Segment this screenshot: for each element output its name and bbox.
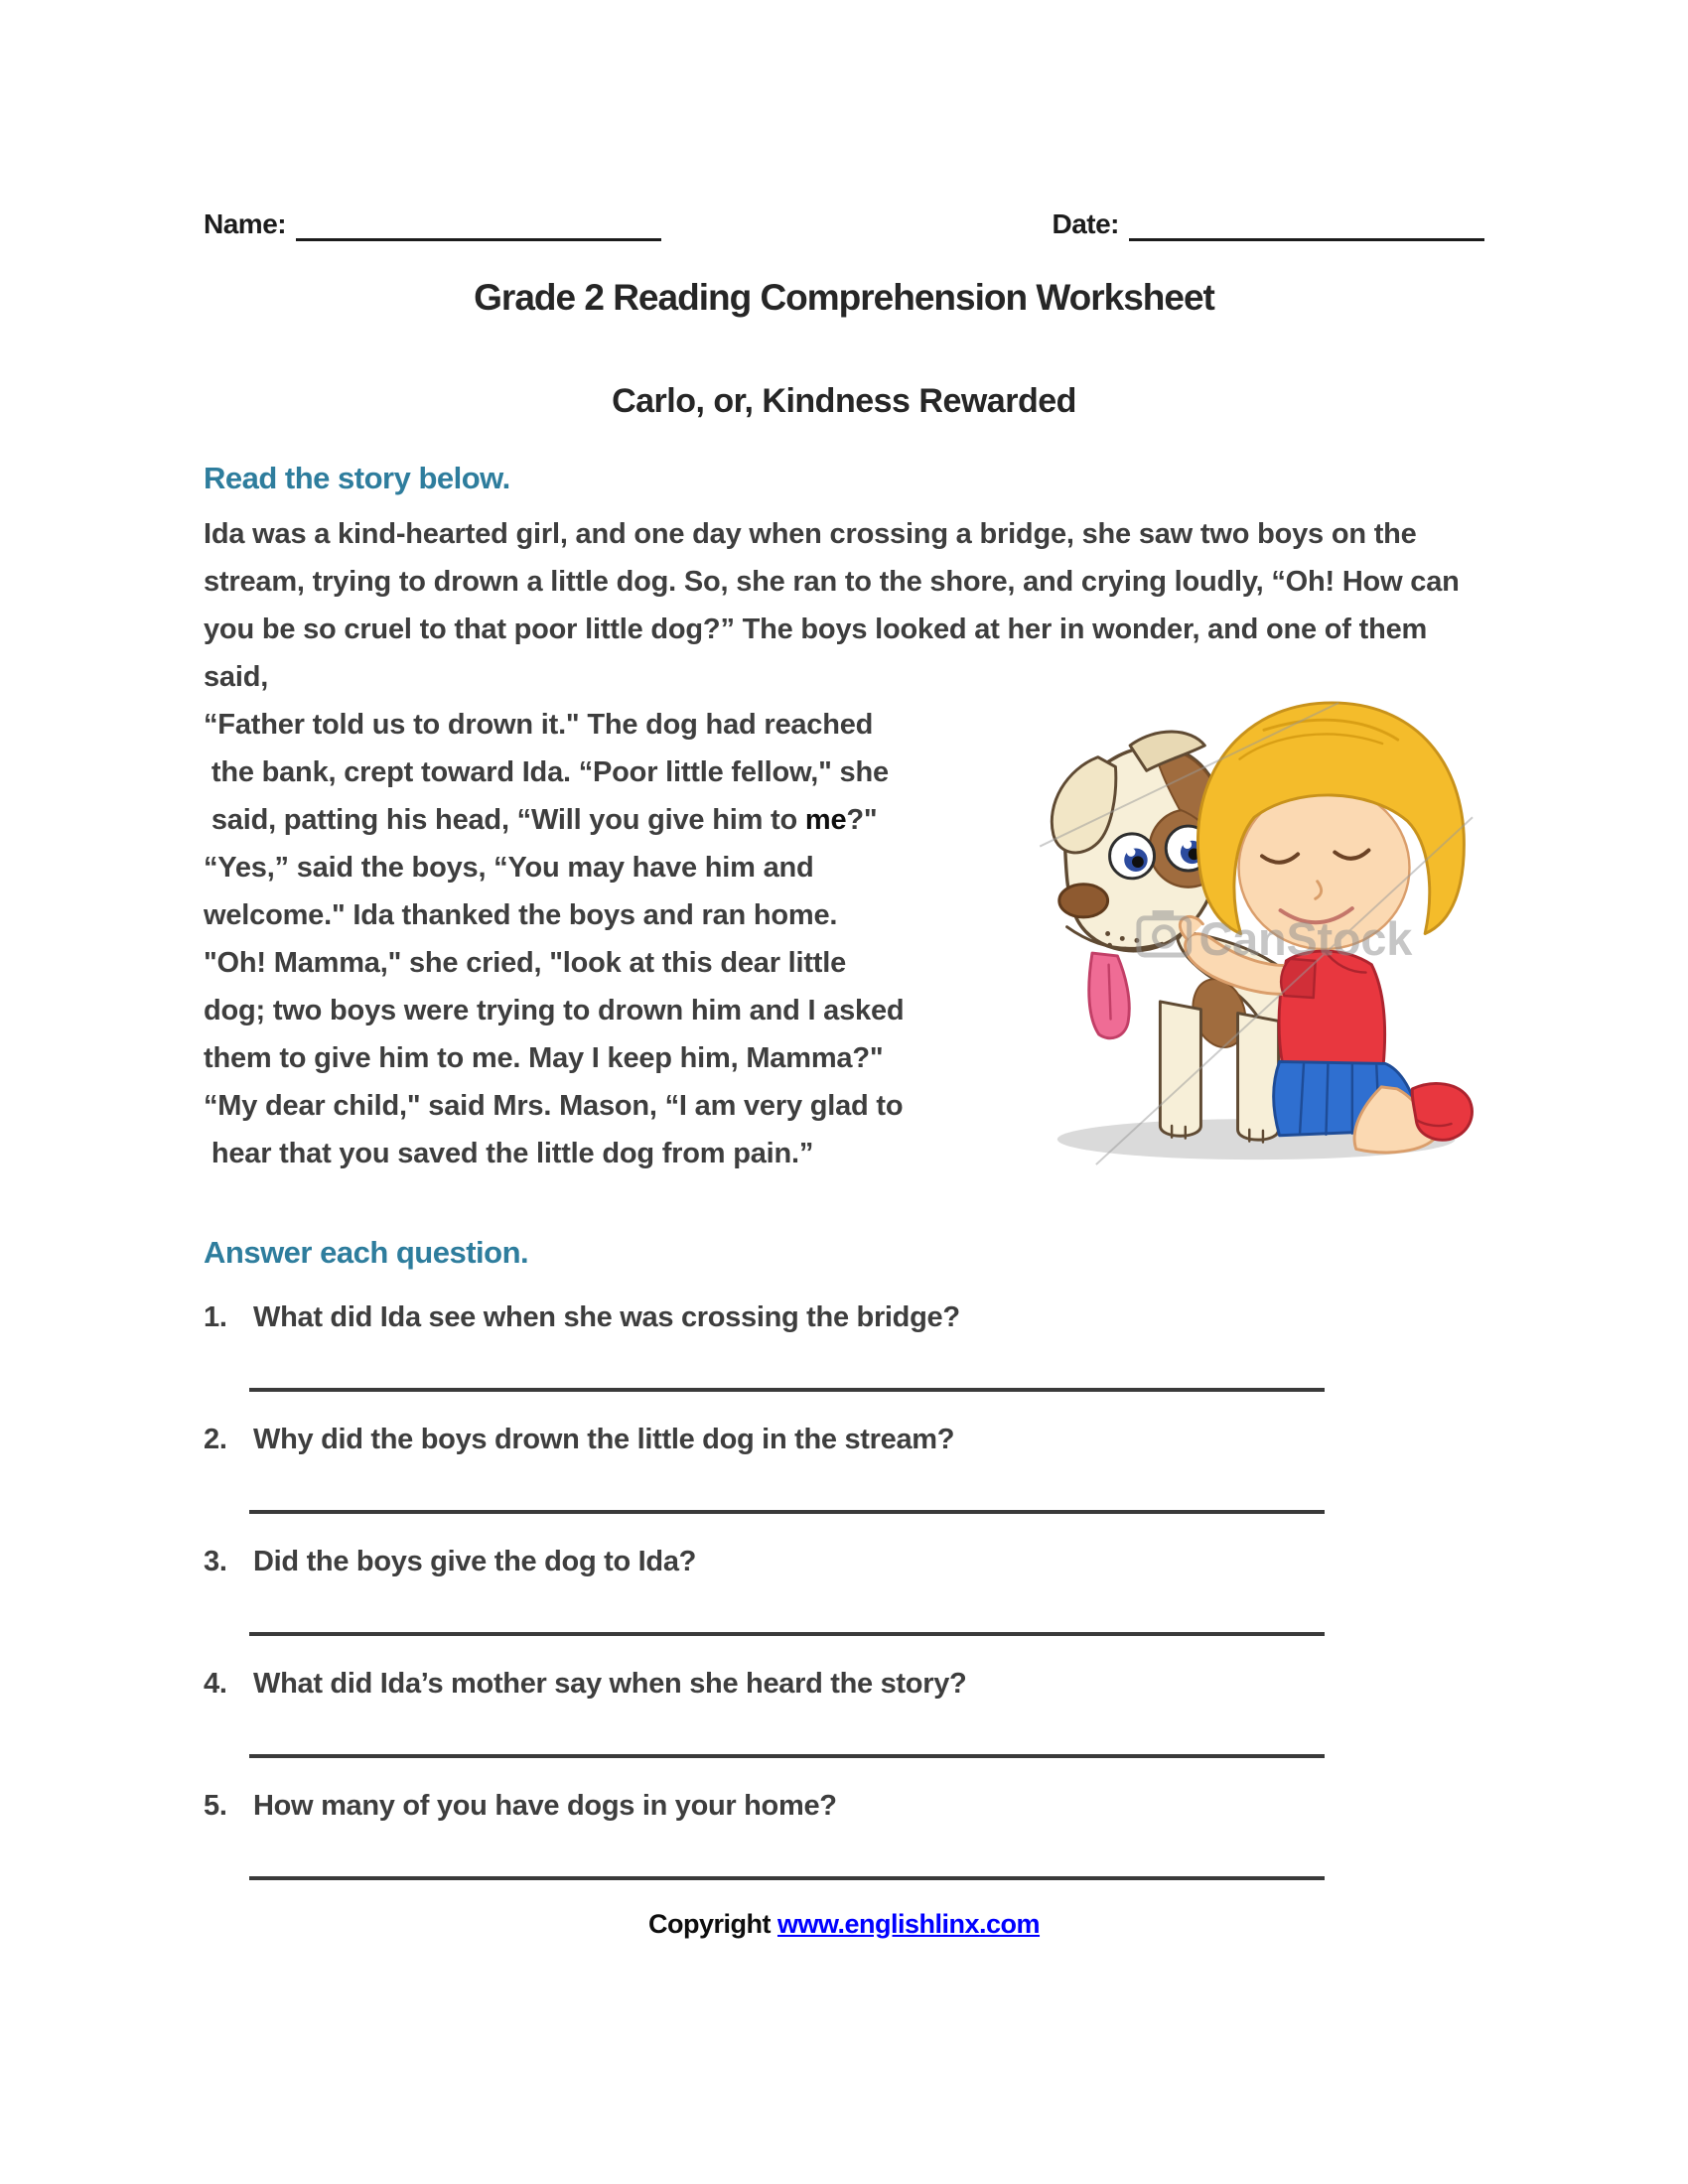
answer-line-5	[249, 1876, 1325, 1880]
answer-line-1	[249, 1388, 1325, 1392]
name-label: Name:	[204, 208, 287, 239]
story-line: the bank, crept toward Ida. “Poor little fellow," she	[204, 756, 889, 788]
question-block-5	[204, 1787, 1484, 1880]
name-field	[204, 210, 661, 241]
story-line: “Father told us to drown it." The dog had reached	[204, 709, 874, 741]
answer-line-2	[249, 1510, 1325, 1514]
question-block-2	[204, 1421, 1484, 1514]
question-number: 4.	[204, 1668, 227, 1700]
name-input-line	[296, 211, 661, 241]
date-label: Date:	[1052, 208, 1119, 239]
read-instruction: Read the story below.	[204, 461, 510, 495]
question-text: Why did the boys drown the little dog in the stream?	[253, 1424, 955, 1455]
question-number: 2.	[204, 1424, 227, 1455]
question-number: 5.	[204, 1790, 227, 1822]
story-line: welcome." Ida thanked the boys and ran home.	[204, 899, 838, 931]
question-number: 1.	[204, 1301, 227, 1333]
date-input-line	[1129, 211, 1484, 241]
story-text	[204, 510, 1484, 1177]
story-line: “Yes,” said the boys, “You may have him and	[204, 852, 814, 884]
story-line: dog; two boys were trying to drown him and I asked	[204, 995, 905, 1026]
footer	[204, 1909, 1484, 1940]
englishlinx-link[interactable]: www.englishlinx.com	[776, 1909, 1041, 1939]
copyright-label: Copyright	[647, 1909, 771, 1939]
story-line: hear that you saved the little dog from pain.”	[204, 1138, 814, 1169]
page-title: Grade 2 Reading Comprehension Worksheet	[474, 277, 1214, 318]
date-field	[1052, 210, 1484, 241]
story-line: ?"	[846, 804, 878, 836]
story-intro: Ida was a kind-hearted girl, and one day when crossing a bridge, she saw two boys on the stream, trying to drown a little dog. So, she ran to the shore, and crying loudly, “Oh! How can you be so cruel to that poor little dog?” The boys looked at her in wonder, and one of them said,	[204, 518, 1468, 693]
story-line: “My dear child," said Mrs. Mason, “I am very glad to	[204, 1090, 904, 1122]
question-block-3	[204, 1543, 1484, 1636]
canstock-watermark-text: CanStock	[1198, 912, 1413, 965]
answer-line-4	[249, 1754, 1325, 1758]
answer-line-3	[249, 1632, 1325, 1636]
question-text: What did Ida’s mother say when she heard the story?	[253, 1668, 967, 1700]
answer-instruction: Answer each question.	[204, 1235, 529, 1270]
header-row	[204, 210, 1484, 241]
story-line: them to give him to me. May I keep him, Mamma?"	[204, 1042, 884, 1074]
question-text: What did Ida see when she was crossing the bridge?	[253, 1301, 960, 1333]
story-line: said, patting his head, “Will you give him to	[204, 804, 805, 836]
story-illustration	[1038, 701, 1484, 1166]
story-emphasis-word: me	[804, 804, 847, 836]
question-text: How many of you have dogs in your home?	[253, 1790, 837, 1822]
question-number: 3.	[204, 1546, 227, 1577]
story-title: Carlo, or, Kindness Rewarded	[612, 382, 1076, 420]
question-text: Did the boys give the dog to Ida?	[253, 1546, 697, 1577]
question-block-1	[204, 1298, 1484, 1392]
question-block-4	[204, 1665, 1484, 1758]
story-line: "Oh! Mamma," she cried, "look at this dear little	[204, 947, 847, 979]
